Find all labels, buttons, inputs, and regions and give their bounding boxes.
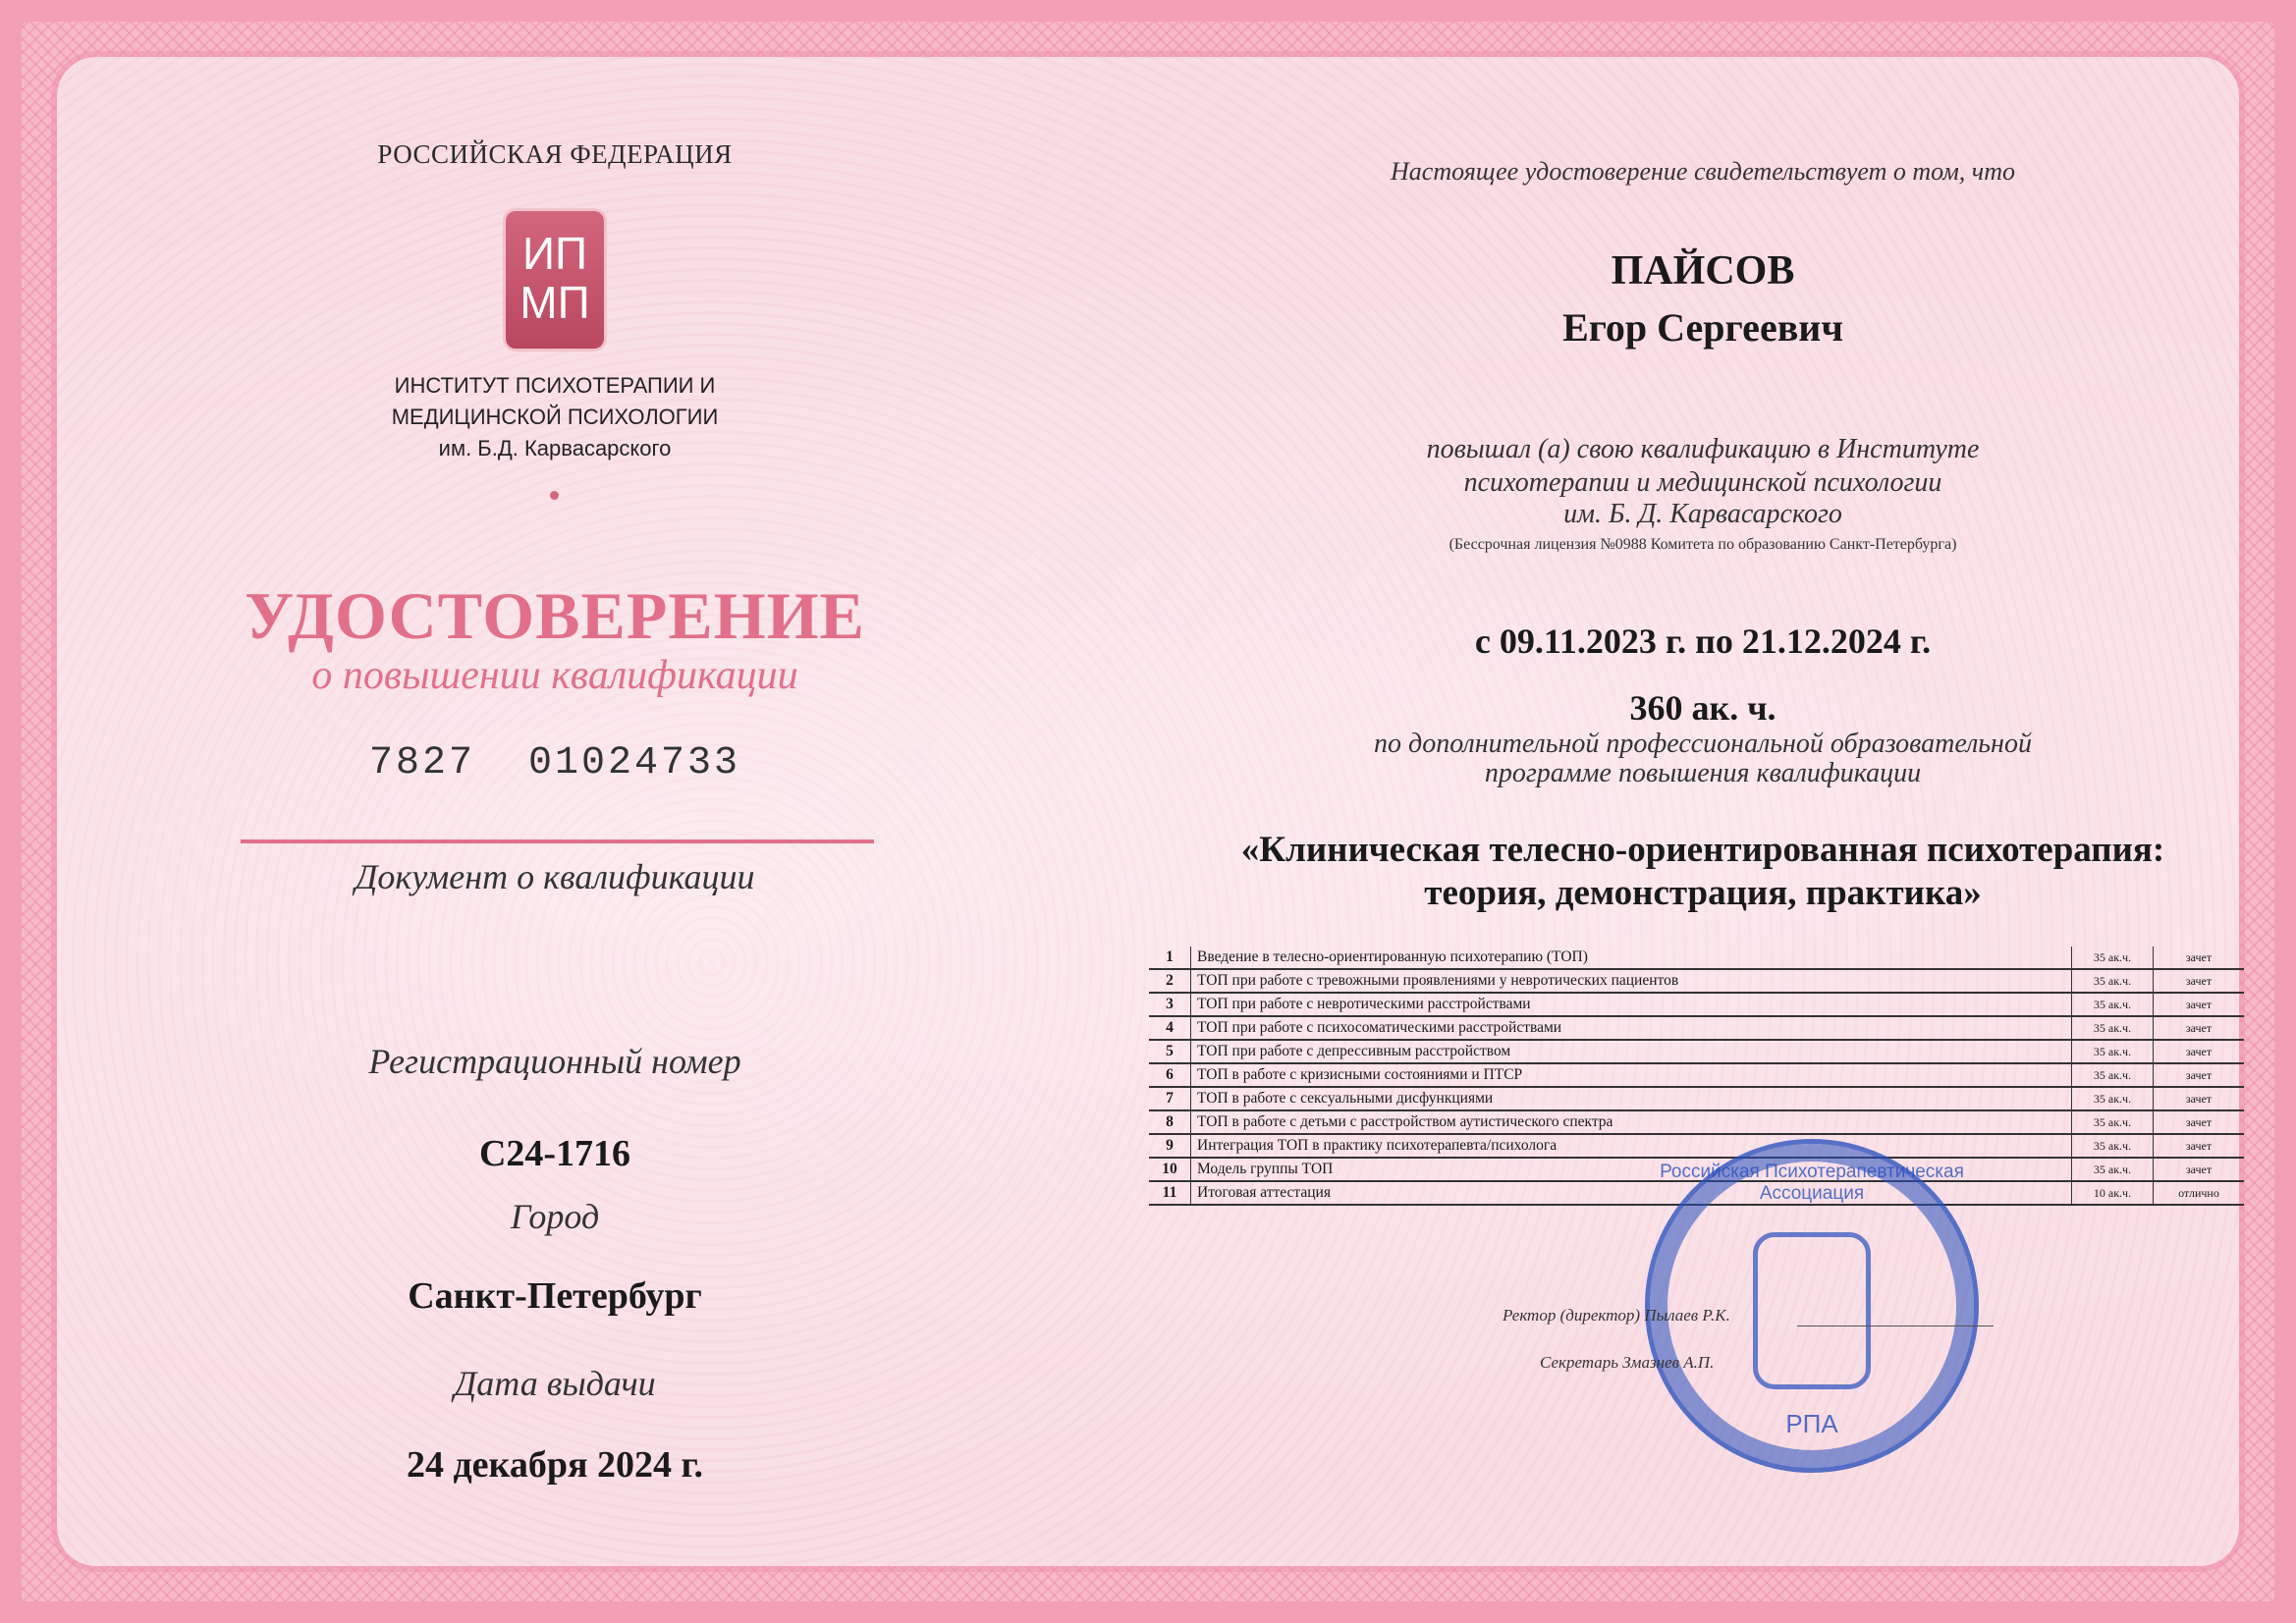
program-title-line1: «Клиническая телесно-ориентированная психотерапия: xyxy=(1240,830,2165,870)
qualification-line3: им. Б. Д. Карвасарского xyxy=(1563,499,1842,529)
registration-number-label: Регистрационный номер xyxy=(368,1042,741,1081)
table-row xyxy=(1149,993,2244,1016)
course-name: ТОП в работе с сексуальными дисфункциями xyxy=(1191,1087,2072,1110)
program-title-line2: теория, демонстрация, практика» xyxy=(1424,873,1982,913)
document-subtitle: о повышении квалификации xyxy=(311,653,798,698)
table-row xyxy=(1149,1110,2244,1134)
city-value: Санкт-Петербург xyxy=(408,1275,702,1317)
course-number: 3 xyxy=(1149,993,1191,1016)
course-hours: 35 ак.ч. xyxy=(2072,1134,2154,1158)
course-name: Итоговая аттестация xyxy=(1191,1181,2072,1205)
document-title: УДОСТОВЕРЕНИЕ xyxy=(245,578,865,653)
institute-logo xyxy=(506,211,604,349)
course-name: Введение в телесно-ориентированную психотерапию (ТОП) xyxy=(1191,947,2072,969)
stamp-emblem xyxy=(1753,1232,1871,1389)
license-note: (Бессрочная лицензия №0988 Комитета по образованию Санкт-Петербурга) xyxy=(1449,536,1957,553)
course-number: 9 xyxy=(1149,1134,1191,1158)
course-hours: 35 ак.ч. xyxy=(2072,993,2154,1016)
course-number: 1 xyxy=(1149,947,1191,969)
course-number: 7 xyxy=(1149,1087,1191,1110)
course-hours: 35 ак.ч. xyxy=(2072,969,2154,993)
course-hours: 35 ак.ч. xyxy=(2072,1158,2154,1181)
course-name: Модель группы ТОП xyxy=(1191,1158,2072,1181)
course-hours: 35 ак.ч. xyxy=(2072,1063,2154,1087)
course-result: зачет xyxy=(2154,1158,2245,1181)
divider-line xyxy=(241,839,874,843)
course-name: ТОП при работе с депрессивным расстройством xyxy=(1191,1040,2072,1063)
course-number: 10 xyxy=(1149,1158,1191,1181)
rector-signature-label: Ректор (директор) Пылаев Р.К. xyxy=(1503,1306,1730,1325)
course-result: зачет xyxy=(2154,1040,2245,1063)
course-hours: 35 ак.ч. xyxy=(2072,1087,2154,1110)
document-type-label: Документ о квалификации xyxy=(355,857,755,896)
table-row xyxy=(1149,1016,2244,1040)
total-hours: 360 ак. ч. xyxy=(1629,688,1777,728)
course-hours: 35 ак.ч. xyxy=(2072,1110,2154,1134)
issue-date-label: Дата выдачи xyxy=(454,1364,656,1403)
course-hours: 35 ак.ч. xyxy=(2072,947,2154,969)
registration-number-value: С24-1716 xyxy=(478,1133,631,1174)
issue-date-value: 24 декабря 2024 г. xyxy=(406,1444,704,1486)
institute-name-line3: им. Б.Д. Карвасарского xyxy=(438,436,672,460)
course-number: 8 xyxy=(1149,1110,1191,1134)
course-name: ТОП при работе с психосоматическими расстройствами xyxy=(1191,1016,2072,1040)
table-row xyxy=(1149,947,2244,969)
course-number: 11 xyxy=(1149,1181,1191,1205)
course-result: зачет xyxy=(2154,1087,2245,1110)
course-hours: 10 ак.ч. xyxy=(2072,1181,2154,1205)
stamp-text: Российская Психотерапевтическая Ассоциация xyxy=(1660,1162,1964,1204)
course-result: зачет xyxy=(2154,969,2245,993)
course-hours: 35 ак.ч. xyxy=(2072,1016,2154,1040)
holder-given-names: Егор Сергеевич xyxy=(1562,305,1843,350)
course-name: Интеграция ТОП в практику психотерапевта/психолога xyxy=(1191,1134,2072,1158)
city-label: Город xyxy=(510,1197,600,1236)
right-page xyxy=(1110,0,2296,1623)
institute-name-line1: ИНСТИТУТ ПСИХОТЕРАПИИ И xyxy=(394,373,716,398)
rector-signature-line xyxy=(1797,1325,1994,1326)
program-type-line1: по дополнительной профессиональной образовательной xyxy=(1374,729,2032,759)
course-result: зачет xyxy=(2154,1110,2245,1134)
course-number: 2 xyxy=(1149,969,1191,993)
course-name: ТОП при работе с тревожными проявлениями у невротических пациентов xyxy=(1191,969,2072,993)
table-row xyxy=(1149,1134,2244,1158)
course-result: зачет xyxy=(2154,1016,2245,1040)
course-name: ТОП при работе с невротическими расстройствами xyxy=(1191,993,2072,1016)
course-result: зачет xyxy=(2154,993,2245,1016)
course-number: 6 xyxy=(1149,1063,1191,1087)
table-row xyxy=(1149,1040,2244,1063)
table-row xyxy=(1149,1063,2244,1087)
document-number: 7827 01024733 xyxy=(368,741,741,785)
ornament-dot xyxy=(550,491,559,500)
course-result: зачет xyxy=(2154,1134,2245,1158)
table-row xyxy=(1149,1087,2244,1110)
left-page xyxy=(0,0,1110,1623)
logo-text-bottom: МП xyxy=(519,277,590,328)
course-number: 4 xyxy=(1149,1016,1191,1040)
certificate-intro: Настоящее удостоверение свидетельствует о том, что xyxy=(1391,157,2015,186)
qualification-line2: психотерапии и медицинской психологии xyxy=(1463,467,1942,498)
stamp-abbreviation: РПА xyxy=(1785,1409,1838,1438)
qualification-line1: повышал (а) свою квалификацию в Институте xyxy=(1426,434,1980,464)
course-name: ТОП в работе с кризисными состояниями и ПТСР xyxy=(1191,1063,2072,1087)
holder-surname: ПАЙСОВ xyxy=(1611,248,1795,294)
course-number: 5 xyxy=(1149,1040,1191,1063)
secretary-signature-label: Секретарь Змазнев А.П. xyxy=(1540,1353,1715,1372)
study-period: с 09.11.2023 г. по 21.12.2024 г. xyxy=(1474,622,1932,661)
logo-text-top: ИП xyxy=(521,228,588,279)
table-row xyxy=(1149,969,2244,993)
institute-name-line2: МЕДИЦИНСКОЙ ПСИХОЛОГИИ xyxy=(391,405,719,429)
course-result: зачет xyxy=(2154,947,2245,969)
course-hours: 35 ак.ч. xyxy=(2072,1040,2154,1063)
course-result: отлично xyxy=(2154,1181,2245,1205)
course-name: ТОП в работе с детьми с расстройством аутистического спектра xyxy=(1191,1110,2072,1134)
country-heading: РОССИЙСКАЯ ФЕДЕРАЦИЯ xyxy=(377,139,733,169)
course-result: зачет xyxy=(2154,1063,2245,1087)
program-type-line2: программе повышения квалификации xyxy=(1484,758,1922,788)
